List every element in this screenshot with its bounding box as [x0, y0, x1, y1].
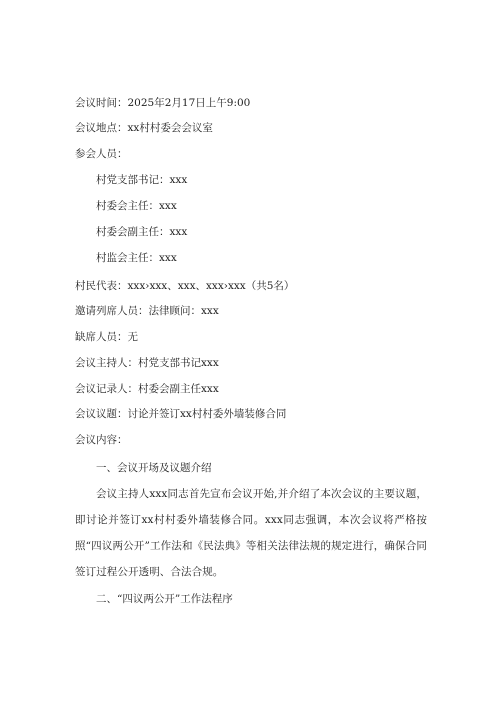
meeting-place: 会议地点：xx村村委会会议室 — [75, 122, 213, 134]
attendee-party-secretary: 村党支部书记：xxx — [96, 174, 188, 186]
attendee-committee-deputy: 村委会副主任：xxx — [96, 226, 188, 238]
section-heading: 二、“四议两公开”工作法程序 — [96, 593, 233, 605]
attendees-label: 参会人员： — [75, 148, 128, 160]
meeting-recorder: 会议记录人：村委会副主任xxx — [75, 383, 219, 395]
section-heading: 一、会议开场及议题介绍 — [96, 462, 212, 474]
absent-attendees: 缺席人员：无 — [75, 331, 138, 343]
section-body: 会议主持人xxx同志首先宣布会议开始,并介绍了本次会议的主要议题，即讨论并签订xx村村委外墙装修合同。xxx同志强调，本次会议将严格按照“四议两公开”工作法和《民法典》等相关法律法规的规定进行，确保合同签订过程公开透明、合法合规。 — [75, 488, 427, 578]
content-label: 会议内容： — [75, 434, 128, 446]
meeting-topic: 会议议题：讨论并签订xx村村委外墙装修合同 — [75, 408, 287, 420]
meeting-host: 会议主持人：村党支部书记xxx — [75, 357, 219, 369]
villager-representatives: 村民代表：xxx›xxx、xxx、xxx›xxx（共5名） — [75, 280, 295, 292]
invited-attendees: 邀请列席人员：法律顾问：xxx — [75, 305, 219, 317]
meeting-time: 会议时间：2025年2月17日上午9:00 — [75, 97, 251, 109]
attendee-committee-director: 村委会主任：xxx — [96, 200, 177, 212]
attendee-supervision-director: 村监会主任：xxx — [96, 252, 177, 264]
